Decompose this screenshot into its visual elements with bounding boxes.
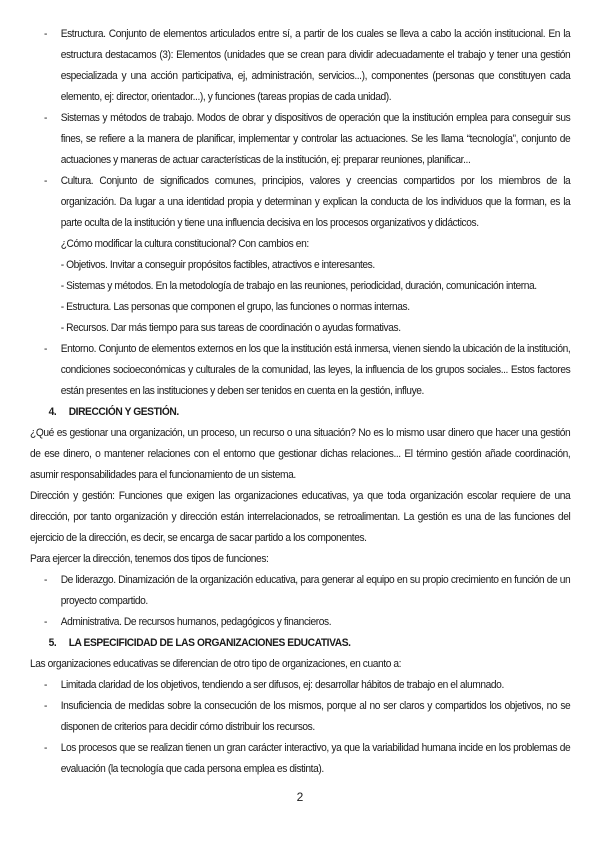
bullet-dash: - <box>43 343 47 355</box>
culture-change-objetivos: - Objetivos. Invitar a conseguir propósitos factibles, atractivos e interesantes. <box>60 259 375 271</box>
culture-change-estructura: - Estructura. Las personas que componen el grupo, las funciones o normas internas. <box>60 301 410 313</box>
list-item-liderazgo <box>30 570 570 612</box>
bullet-dash: - <box>43 679 47 691</box>
section-title: DIRECCIÓN Y GESTIÓN. <box>68 406 179 418</box>
list-item-text: Los procesos que se realizan tienen un gran carácter interactivo, ya que la variabilidad humana incide en los problemas de evaluación (la tecnología que cada persona emplea es distinta). <box>60 742 571 775</box>
document-page <box>30 24 570 780</box>
section-4-heading <box>30 402 570 423</box>
page-number: 2 <box>296 790 304 804</box>
list-item-entorno <box>30 339 570 402</box>
list-item-text: Sistemas y métodos de trabajo. Modos de obrar y dispositivos de operación que la institución emplea para conseguir sus fines, se refiere a la manera de planificar, implementar y controlar las actuaciones. Se les llama “tecnología”, conjunto de actuaciones y maneras de actuar características de la institución, ej: preparar reuniones, planificar... <box>60 112 571 166</box>
list-item-procesos <box>30 738 570 780</box>
bullet-dash: - <box>43 742 47 754</box>
list-item-insuficiencia <box>30 696 570 738</box>
list-item-estructura <box>30 24 570 108</box>
list-item-claridad <box>30 675 570 696</box>
list-item-text: Entorno. Conjunto de elementos externos en los que la institución está inmersa, vienen siendo la ubicación de la institución, condiciones socioeconómicas y culturales de la comunidad, las leyes, la influencia de los grupos sociales... Estos factores están presentes en las instituciones y deben ser tenidos en cuenta en la gestión, influye. <box>60 343 571 397</box>
paragraph: Las organizaciones educativas se diferencian de otro tipo de organizaciones, en cuanto a: <box>30 658 402 670</box>
section-title: LA ESPECIFICIDAD DE LAS ORGANIZACIONES EDUCATIVAS. <box>68 637 351 649</box>
list-item-text: Cultura. Conjunto de significados comunes, principios, valores y creencias compartidos por los miembros de la organización. Da lugar a una identidad propia y determinan y explican la conducta de los individuos que la forman, es la parte oculta de la institución y tiene una influencia decisiva en los procesos organizativos y didácticos. <box>60 175 571 229</box>
culture-question: ¿Cómo modificar la cultura constitucional? Con cambios en: <box>60 238 309 250</box>
list-item-text: Estructura. Conjunto de elementos articulados entre sí, a partir de los cuales se lleva a cabo la acción institucional. En la estructura destacamos (3): Elementos (unidades que se crean para dividir adecuadamente el trabajo y tener una gestión especializada y una acción participativa, ej, administración, servicios...), componentes (personas que constituyen cada elemento, ej: director, orientador...), y funciones (tareas propias de cada unidad). <box>60 28 571 103</box>
bullet-dash: - <box>43 616 47 628</box>
culture-change-sistemas: - Sistemas y métodos. En la metodología de trabajo en las reuniones, periodicidad, duración, comunicación interna. <box>60 280 537 292</box>
section-number: 5. <box>48 637 57 649</box>
list-item-text: De liderazgo. Dinamización de la organización educativa, para generar al equipo en su propio crecimiento en función de un proyecto compartido. <box>60 574 571 607</box>
list-item-cultura <box>30 171 570 234</box>
list-item-administrativa <box>30 612 570 633</box>
list-item-text: Administrativa. De recursos humanos, pedagógicos y financieros. <box>60 616 332 628</box>
section-number: 4. <box>48 406 57 418</box>
paragraph: Dirección y gestión: Funciones que exigen las organizaciones educativas, ya que toda organización escolar requiere de una dirección, por tanto organización y dirección están interrelacionados, se retroalimentan. La gestión es una de las funciones del ejercicio de la dirección, es decir, se encarga de sacar partido a los componentes. <box>30 490 571 544</box>
culture-change-recursos: - Recursos. Dar más tiempo para sus tareas de coordinación o ayudas formativas. <box>60 322 401 334</box>
bullet-dash: - <box>43 574 47 586</box>
section-5-heading <box>30 633 570 654</box>
list-item-sistemas <box>30 108 570 171</box>
bullet-dash: - <box>43 175 47 187</box>
bullet-dash: - <box>43 112 47 124</box>
bullet-dash: - <box>43 28 47 40</box>
list-item-text: Limitada claridad de los objetivos, tendiendo a ser difusos, ej: desarrollar hábitos de trabajo en el alumnado. <box>60 679 504 691</box>
list-item-text: Insuficiencia de medidas sobre la consecución de los mismos, porque al no ser claros y compartidos los objetivos, no se disponen de criterios para decidir cómo distribuir los recursos. <box>60 700 571 733</box>
paragraph: ¿Qué es gestionar una organización, un proceso, un recurso o una situación? No es lo mismo usar dinero que hacer una gestión de ese dinero, o mantener relaciones con el entorno que gestionar dichas relaciones... El término gestión añade coordinación, asumir responsabilidades para el funcionamiento de un sistema. <box>30 427 571 481</box>
bullet-dash: - <box>43 700 47 712</box>
paragraph: Para ejercer la dirección, tenemos dos tipos de funciones: <box>30 553 269 565</box>
